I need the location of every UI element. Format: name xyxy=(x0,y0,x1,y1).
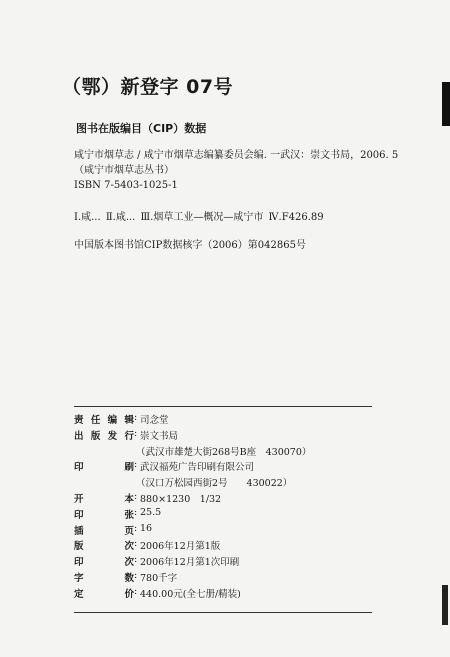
printer-label: 印 刷 xyxy=(74,462,134,474)
cip-classification: Ⅰ.咸... Ⅱ.咸... Ⅲ.烟草工业—概况—咸宁市 Ⅳ.F426.89 xyxy=(74,212,324,223)
inserts-value: 16 xyxy=(140,522,153,534)
cip-line-title: 咸宁市烟草志 / 咸宁市烟草志编纂委员会编. 一武汉：崇文书局，2006. 5 xyxy=(74,150,399,161)
publisher-value: 崇文书局 xyxy=(140,430,179,442)
edition-value: 2006年12月第1版 xyxy=(140,541,221,553)
publisher-address: （武汉市雄楚大街268号B座 430070） xyxy=(136,446,312,458)
format-value: 880×1230 1/32 xyxy=(140,493,222,505)
cip-heading: 图书在版编目（CIP）数据 xyxy=(76,122,207,135)
divider-top xyxy=(74,406,372,407)
cip-line-series: （咸宁市烟草志丛书） xyxy=(74,165,174,176)
scan-edge-mark-lower xyxy=(442,585,448,625)
printing-value: 2006年12月第1次印刷 xyxy=(140,557,240,569)
editor-value: 司念堂 xyxy=(140,415,169,426)
divider-bottom xyxy=(74,612,372,613)
sheets-value: 25.5 xyxy=(140,506,162,518)
inserts-label: 插 页 xyxy=(74,525,134,537)
words-label: 字 数 xyxy=(74,572,134,584)
publisher-label: 出 版 发 行 xyxy=(74,430,134,442)
words-value: 780千字 xyxy=(140,572,178,584)
cip-record xyxy=(74,148,398,193)
format-label: 开 本 xyxy=(74,493,134,505)
printer-address: （汉口万松园西街2号 430022） xyxy=(136,478,293,490)
editor-label: 责 任 编 辑 xyxy=(74,415,134,426)
price-value: 440.00元(全七册/精装) xyxy=(140,588,241,600)
printing-label: 印 次 xyxy=(74,557,134,569)
scan-edge-mark xyxy=(442,82,450,126)
registration-number: （鄂）新登字 07号 xyxy=(62,76,234,98)
price-label: 定 价 xyxy=(74,588,134,600)
cip-line-isbn: ISBN 7-5403-1025-1 xyxy=(74,180,178,191)
edition-label: 版 次 xyxy=(74,541,134,553)
copyright-page: （鄂）新登字 07号 图书在版编目（CIP）数据 咸宁市烟草志 / 咸宁市烟草志编纂委员会编. 一武汉：崇文书局，2006. 5 （咸宁市烟草志丛书） ISBN 7-5403-1025-1 Ⅰ.咸... Ⅱ.咸... Ⅲ.烟草工业—概况—咸宁市 Ⅳ.F426.89 中国版本图书馆CIP数据核字（2006）第042865号 责 任 编 辑 : 司念堂 出 版 发 行 : 崇文书局 （武汉市雄楚大街268号B座 430070） 印 刷 : 武汉福苑广告印刷有限公司 （汉口万松园西街2号 430022） 开 本 : 880×1230 1/32 印 张 : 25.5 插 页 : 16 版 次 : 2006年12月第1版 印 次 : 2006年12月第1次印刷 字 数 : 780千字 定 价 : 440.00元(全七册/精装) xyxy=(0,0,450,657)
printer-value: 武汉福苑广告印刷有限公司 xyxy=(140,462,255,474)
cip-core-number: 中国版本图书馆CIP数据核字（2006）第042865号 xyxy=(74,240,306,251)
sheets-label: 印 张 xyxy=(74,509,134,521)
